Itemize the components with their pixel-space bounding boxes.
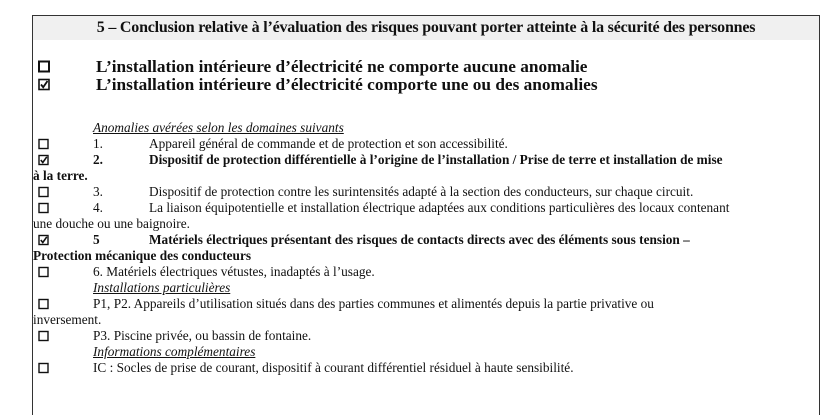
checkbox-empty-icon[interactable]: [38, 200, 50, 216]
anomaly-text: 6. Matériels électriques vétustes, inadaptés à l’usage.: [93, 264, 375, 279]
checkbox-empty-icon[interactable]: [38, 264, 50, 280]
anomaly-continuation: une douche ou une baignoire.: [33, 216, 190, 231]
anomaly-number: 2.: [93, 152, 103, 167]
anomaly-text: Dispositif de protection contre les surintensités adapté à la section des conducteurs, sur chaque circuit.: [149, 184, 694, 199]
conclusion-section: [32, 15, 820, 415]
checkbox-empty-icon[interactable]: [38, 60, 50, 76]
complementary-heading: Informations complémentaires: [93, 344, 256, 359]
anomaly-number: 4.: [93, 200, 103, 215]
anomaly-number: 5: [93, 232, 100, 247]
particular-heading: Installations particulières: [93, 280, 231, 295]
checkbox-empty-icon[interactable]: [38, 360, 50, 376]
anomaly-text: La liaison équipotentielle et installation électrique adaptées aux conditions particulières des locaux contenant: [149, 200, 730, 215]
anomaly-continuation: à la terre.: [33, 168, 88, 183]
anomaly-number: 3.: [93, 184, 103, 199]
checkbox-checked-icon[interactable]: [38, 152, 50, 168]
conclusion-option-label: L’installation intérieure d’électricité comporte une ou des anomalies: [96, 75, 598, 94]
section-title: 5 – Conclusion relative à l’évaluation des risques pouvant porter atteinte à la sécurité des personnes: [33, 16, 819, 40]
anomaly-text: Matériels électriques présentant des risques de contacts directs avec des éléments sous tension –: [149, 232, 690, 247]
anomaly-continuation: Protection mécanique des conducteurs: [33, 248, 252, 263]
checkbox-empty-icon[interactable]: [38, 136, 50, 152]
anomaly-text: Dispositif de protection différentielle à l’origine de l’installation / Prise de terre et installation de mise: [149, 152, 723, 167]
checkbox-checked-icon[interactable]: [38, 232, 50, 248]
particular-text: P3. Piscine privée, ou bassin de fontaine.: [93, 328, 312, 343]
anomaly-number: 1.: [93, 136, 103, 151]
particular-continuation: inversement.: [33, 312, 102, 327]
checkbox-empty-icon[interactable]: [38, 184, 50, 200]
checkbox-empty-icon[interactable]: [38, 296, 50, 312]
complementary-text: IC : Socles de prise de courant, dispositif à courant différentiel résiduel à haute sensibilité.: [93, 360, 574, 375]
particular-text: P1, P2. Appareils d’utilisation situés dans des parties communes et alimentés depuis la partie privative ou: [93, 296, 654, 311]
checkbox-checked-icon[interactable]: [38, 78, 50, 94]
anomaly-text: Appareil général de commande et de protection et son accessibilité.: [149, 136, 508, 151]
checkbox-empty-icon[interactable]: [38, 328, 50, 344]
anomalies-heading: Anomalies avérées selon les domaines suivants: [93, 120, 344, 135]
conclusion-option-label: L’installation intérieure d’électricité ne comporte aucune anomalie: [96, 57, 588, 76]
